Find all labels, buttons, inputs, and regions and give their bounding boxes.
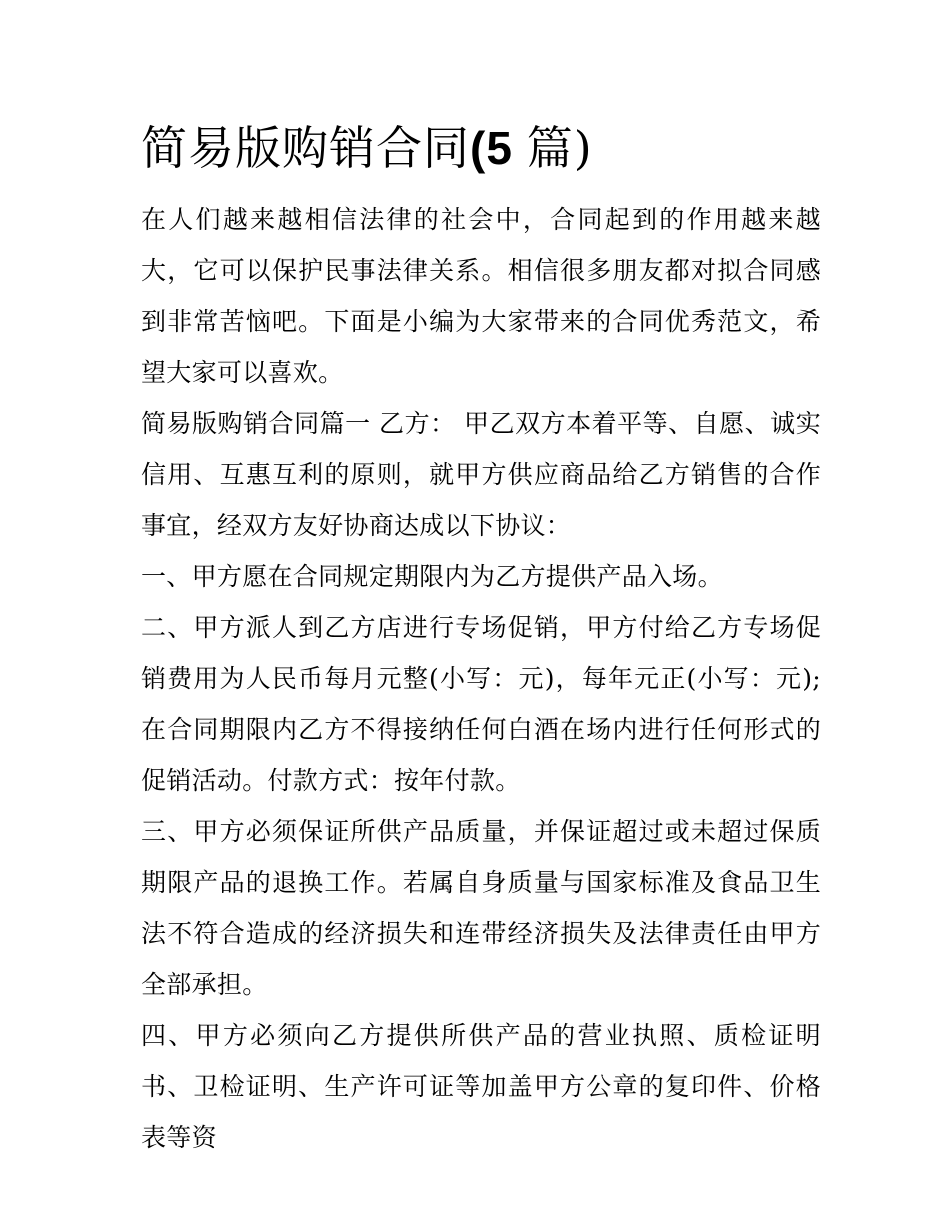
document-title [141, 112, 821, 184]
clause-2-paragraph: 二、甲方派人到乙方店进行专场促销，甲方付给乙方专场促销费用为人民币每月元整(小写：元)，每年元正(小写：元);在合同期限内乙方不得接纳任何白酒在场内进行任何形式的促销活动。付款方式：按年付款。 [141, 613, 821, 795]
title-text: 简易版购销合同 [141, 121, 470, 175]
title-count: 5 [486, 122, 527, 174]
title-suffix: 篇) [526, 121, 593, 175]
clause-4-paragraph: 四、甲方必须向乙方提供所供产品的营业执照、质检证明书、卫检证明、生产许可证等加盖甲方公章的复印件、价格表等资 [141, 1021, 821, 1152]
document-body [141, 112, 821, 1163]
clause-3-paragraph: 三、甲方必须保证所供产品质量，并保证超过或未超过保质期限产品的退换工作。若属自身质量与国家标准及食品卫生法不符合造成的经济损失和连带经济损失及法律责任由甲方全部承担。 [141, 817, 821, 999]
clause-1-paragraph: 一、甲方愿在合同规定期限内为乙方提供产品入场。 [141, 562, 723, 591]
title-paren-open: ( [470, 122, 487, 174]
contract-preamble-paragraph: 简易版购销合同篇一 乙方： 甲乙双方本着平等、自愿、诚实信用、互惠互利的原则，就甲方供应商品给乙方销售的合作事宜，经双方友好协商达成以下协议： [141, 409, 821, 540]
intro-paragraph: 在人们越来越相信法律的社会中，合同起到的作用越来越大，它可以保护民事法律关系。相信很多朋友都对拟合同感到非常苦恼吧。下面是小编为大家带来的合同优秀范文，希望大家可以喜欢。 [141, 205, 821, 387]
